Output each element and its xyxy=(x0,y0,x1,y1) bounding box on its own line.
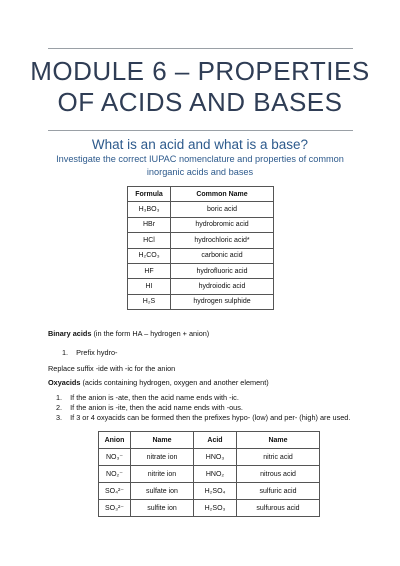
acid-cell: H₂SO₄ xyxy=(194,483,237,500)
acid-cell: H₂SO₃ xyxy=(194,500,237,517)
acid-cell: HNO₃ xyxy=(194,449,237,466)
anion-cell: NO₃⁻ xyxy=(99,449,131,466)
anion-cell: NO₂⁻ xyxy=(99,466,131,483)
binary-acids-desc: (in the form HA – hydrogen + anion) xyxy=(93,329,210,338)
formula-cell: HCl xyxy=(128,233,171,248)
list-item xyxy=(56,413,350,423)
acid-name-cell: sulfurous acid xyxy=(237,500,320,517)
formula-cell: HI xyxy=(128,279,171,294)
table-row xyxy=(128,202,274,217)
list-item xyxy=(62,348,118,358)
oxyacids-line xyxy=(48,378,269,388)
title-line-1: MODULE 6 – PROPERTIES xyxy=(30,56,370,86)
table-header-cell: Anion xyxy=(99,432,131,449)
table-header-cell: Acid xyxy=(194,432,237,449)
table-row xyxy=(128,263,274,278)
name-cell: carbonic acid xyxy=(171,248,274,263)
page-title xyxy=(0,56,400,118)
acid-name-cell: sulfuric acid xyxy=(237,483,320,500)
table-row xyxy=(99,449,320,466)
title-line-2: OF ACIDS AND BASES xyxy=(57,87,343,117)
table-row xyxy=(128,248,274,263)
binary-acids-line xyxy=(48,329,209,339)
acid-cell: HNO₂ xyxy=(194,466,237,483)
acid-name-cell: nitrous acid xyxy=(237,466,320,483)
name-cell: hydrofluoric acid xyxy=(171,263,274,278)
oxyacids-table xyxy=(98,431,320,517)
replace-suffix-text: Replace suffix -ide with -ic for the anion xyxy=(48,364,176,373)
table-row xyxy=(128,294,274,309)
name-cell: hydrobromic acid xyxy=(171,217,274,232)
list-item xyxy=(56,403,243,413)
table-row xyxy=(99,466,320,483)
acids-table xyxy=(127,186,274,310)
name-cell: boric acid xyxy=(171,202,274,217)
anion-cell: SO₃²⁻ xyxy=(99,500,131,517)
formula-cell: H₂S xyxy=(128,294,171,309)
formula-cell: H₂CO₃ xyxy=(128,248,171,263)
list-item-text: If the anion is -ate, then the acid name ends with -ic. xyxy=(70,393,239,402)
table-header-cell: Name xyxy=(131,432,194,449)
list-item-text: If the anion is -ite, then the acid name ends with -ous. xyxy=(70,403,243,412)
list-number: 3. xyxy=(56,413,63,422)
oxyacids-desc: (acids containing hydrogen, oxygen and another element) xyxy=(82,378,269,387)
list-number: 2. xyxy=(56,403,63,412)
top-divider xyxy=(48,48,353,49)
table-header-row xyxy=(128,187,274,202)
anion-cell: SO₄²⁻ xyxy=(99,483,131,500)
table-row xyxy=(99,500,320,517)
anion-name-cell: nitrate ion xyxy=(131,449,194,466)
table-header-row xyxy=(99,432,320,449)
list-number: 1. xyxy=(56,393,63,402)
table-header-cell: Formula xyxy=(128,187,171,202)
intro-text: Investigate the correct IUPAC nomenclature and properties of common inorganic acids and bases xyxy=(56,154,344,177)
oxyacids-heading: Oxyacids xyxy=(48,378,81,387)
name-cell: hydroiodic acid xyxy=(171,279,274,294)
name-cell: hydrochloric acid* xyxy=(171,233,274,248)
table-row xyxy=(128,279,274,294)
formula-cell: HF xyxy=(128,263,171,278)
list-item-text: If 3 or 4 oxyacids can be formed then the prefixes hypo- (low) and per- (high) are used. xyxy=(70,413,351,422)
section-heading: What is an acid and what is a base? xyxy=(91,137,309,152)
list-item-text: Prefix hydro- xyxy=(76,348,118,357)
formula-cell: H₃BO₃ xyxy=(128,202,171,217)
table-row xyxy=(128,217,274,232)
table-row xyxy=(128,233,274,248)
table-row xyxy=(99,483,320,500)
name-cell: hydrogen sulphide xyxy=(171,294,274,309)
bottom-divider xyxy=(48,130,353,131)
table-header-cell: Name xyxy=(237,432,320,449)
formula-cell: HBr xyxy=(128,217,171,232)
list-item xyxy=(56,393,239,403)
anion-name-cell: sulfite ion xyxy=(131,500,194,517)
table-header-cell: Common Name xyxy=(171,187,274,202)
binary-acids-heading: Binary acids xyxy=(48,329,92,338)
list-number: 1. xyxy=(62,348,69,357)
anion-name-cell: sulfate ion xyxy=(131,483,194,500)
anion-name-cell: nitrite ion xyxy=(131,466,194,483)
acid-name-cell: nitric acid xyxy=(237,449,320,466)
